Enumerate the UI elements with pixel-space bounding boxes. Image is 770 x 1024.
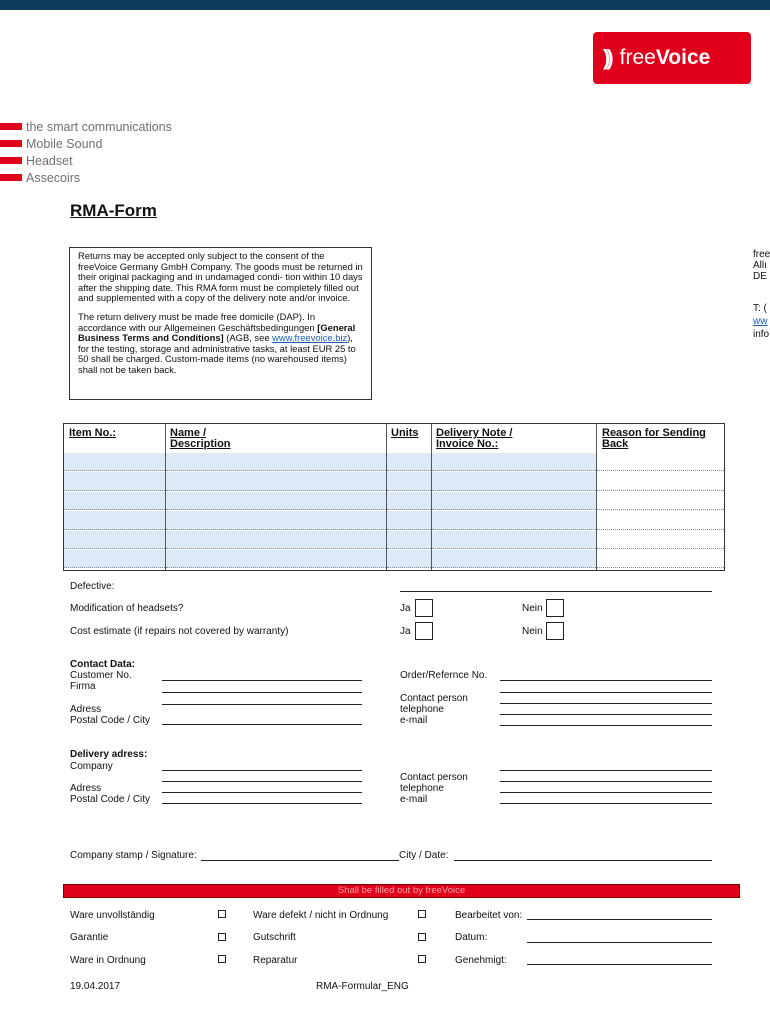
postal-code-label: Postal Code / City	[70, 715, 151, 726]
table-cell[interactable]	[166, 531, 386, 549]
table-cell[interactable]	[432, 453, 596, 471]
delivery-email-label: e-mail	[400, 794, 428, 805]
cost-nein-label: Nein	[522, 626, 543, 637]
email-label: e-mail	[400, 715, 428, 726]
freevoice-logo	[593, 32, 751, 84]
header-reason: Reason for Sending	[602, 427, 706, 439]
delivery-postal-input[interactable]	[162, 803, 362, 804]
telephone-input[interactable]	[500, 714, 712, 715]
delivery-adress-input[interactable]	[162, 792, 362, 793]
reparatur-checkbox[interactable]	[418, 955, 426, 963]
reparatur-label: Reparatur	[253, 955, 298, 966]
table-cell[interactable]	[166, 492, 386, 510]
table-cell[interactable]	[597, 492, 724, 510]
header-delivery-note: Delivery Note /	[436, 427, 513, 439]
signature-input[interactable]	[201, 860, 399, 861]
delivery-company-input[interactable]	[162, 770, 362, 771]
bearbeitet-von-input[interactable]	[527, 919, 712, 920]
phone-fragment: T: (	[753, 303, 767, 314]
datum-input[interactable]	[527, 942, 712, 943]
delivery-heading: Delivery adress:	[70, 749, 148, 760]
firma-label: Firma	[70, 681, 96, 692]
table-cell[interactable]	[387, 453, 431, 471]
modification-label: Modification of headsets?	[70, 603, 184, 614]
table-cell[interactable]	[64, 472, 165, 490]
freevoice-link[interactable]: www.freevoice.biz	[272, 332, 348, 344]
ware-in-ordnung-label: Ware in Ordnung	[70, 955, 146, 966]
cost-estimate-label: Cost estimate (if repairs not covered by warranty)	[70, 626, 289, 637]
modification-nein-label: Nein	[522, 603, 543, 614]
web-fragment[interactable]: ww	[753, 316, 768, 327]
red-bar-icon	[0, 157, 22, 164]
table-cell[interactable]	[166, 472, 386, 490]
table-cell[interactable]	[64, 511, 165, 529]
genehmigt-input[interactable]	[527, 964, 712, 965]
footer-date: 19.04.2017	[70, 981, 121, 992]
table-cell[interactable]	[166, 511, 386, 529]
contact-person-label: Contact person	[400, 693, 468, 704]
ware-defekt-label: Ware defekt / nicht in Ordnung	[253, 910, 389, 921]
bearbeitet-von-label: Bearbeitet von:	[455, 910, 523, 921]
tagline-3: Headset	[0, 153, 240, 168]
delivery-company-label: Company	[70, 761, 113, 772]
gutschrift-checkbox[interactable]	[418, 933, 426, 941]
contact-person-input[interactable]	[500, 703, 712, 704]
cost-ja-checkbox[interactable]	[415, 622, 433, 640]
delivery-postal-label: Postal Code / City	[70, 794, 151, 805]
items-table	[63, 423, 725, 571]
delivery-telephone-label: telephone	[400, 783, 444, 794]
customer-no-label: Customer No.	[70, 670, 132, 681]
ware-in-ordnung-checkbox[interactable]	[218, 955, 226, 963]
header-invoice-no: Invoice No.:	[436, 438, 499, 450]
email-fragment: info	[753, 329, 770, 340]
table-cell[interactable]	[597, 531, 724, 549]
contact-heading: Contact Data:	[70, 659, 136, 670]
table-cell[interactable]	[64, 492, 165, 510]
garantie-checkbox[interactable]	[218, 933, 226, 941]
header-units: Units	[391, 427, 419, 439]
table-cell[interactable]	[432, 511, 596, 529]
delivery-extra-input[interactable]	[500, 770, 712, 771]
email-input[interactable]	[500, 725, 712, 726]
adress-label: Adress	[70, 704, 102, 715]
cost-ja-label: Ja	[400, 626, 411, 637]
modification-ja-checkbox[interactable]	[415, 599, 433, 617]
sound-waves-icon: ))	[603, 45, 610, 70]
city-date-input[interactable]	[454, 860, 712, 861]
firma-input[interactable]	[162, 692, 362, 693]
delivery-contact-label: Contact person	[400, 772, 468, 783]
table-cell[interactable]	[387, 531, 431, 549]
modification-ja-label: Ja	[400, 603, 411, 614]
address-fragment-1: free	[753, 249, 770, 260]
table-cell[interactable]	[387, 492, 431, 510]
defective-label: Defective:	[70, 581, 115, 592]
ware-unvollstaendig-checkbox[interactable]	[218, 910, 226, 918]
table-cell[interactable]	[387, 550, 431, 568]
order-ref-input[interactable]	[500, 680, 712, 681]
table-cell[interactable]	[64, 550, 165, 568]
table-cell[interactable]	[432, 492, 596, 510]
delivery-telephone-input[interactable]	[500, 792, 712, 793]
cost-nein-checkbox[interactable]	[546, 622, 564, 640]
internal-use-banner: Shall be filled out by freeVoice	[63, 884, 740, 898]
tagline-1: the smart communications	[0, 119, 240, 134]
header-name: Name /	[170, 427, 207, 439]
table-cell[interactable]	[64, 453, 165, 471]
terms-notice	[69, 247, 372, 400]
delivery-email-input[interactable]	[500, 803, 712, 804]
top-bar	[0, 0, 770, 10]
postal-code-input[interactable]	[162, 724, 362, 725]
address-fragment-2: Allı	[753, 260, 767, 271]
address-fragment-3: DE	[753, 271, 767, 282]
red-bar-icon	[0, 140, 22, 147]
address-line-input[interactable]	[162, 704, 362, 705]
city-date-label: City / Date:	[399, 850, 449, 861]
gutschrift-label: Gutschrift	[253, 932, 296, 943]
ware-defekt-checkbox[interactable]	[418, 910, 426, 918]
table-cell[interactable]	[387, 472, 431, 490]
modification-nein-checkbox[interactable]	[546, 599, 564, 617]
header-description: Description	[170, 438, 231, 450]
garantie-label: Garantie	[70, 932, 109, 943]
datum-label: Datum:	[455, 932, 488, 943]
table-cell[interactable]	[166, 453, 386, 471]
table-cell[interactable]	[432, 550, 596, 568]
header-back: Back	[602, 438, 629, 450]
tagline-2: Mobile Sound	[0, 136, 240, 151]
delivery-adress-label: Adress	[70, 783, 102, 794]
red-bar-icon	[0, 123, 22, 130]
table-cell[interactable]	[597, 550, 724, 568]
order-ref-label: Order/Refernce No.	[400, 670, 488, 681]
footer-document-name: RMA-Formular_ENG	[316, 981, 409, 992]
customer-no-input[interactable]	[162, 680, 362, 681]
table-cell[interactable]	[432, 472, 596, 490]
table-cell[interactable]	[432, 531, 596, 549]
logo-wordmark: freeVoice	[619, 46, 711, 69]
notice-paragraph-2: The return delivery must be made free domicile (DAP). In accordance with our Allgemeinen Geschäftsbedingungen [General Business Terms and Conditions] (AGB, see www.freevoice.biz), for the testing, storage and administrative tasks, at least EUR 25 to 50 shall be charged. Custom-made items (no warehoused items) shall not be taken back.	[78, 310, 356, 375]
notice-paragraph-1: Returns may be accepted only subject to the consent of the freeVoice Germany GmbH Company. The goods must be returned in their original packaging and in undamaged condi- tion within 10 days after the shipping date. This RMA form must be completely filled out and supplemented with a copy of the delivery note and/or invoice.	[78, 250, 363, 304]
signature-label: Company stamp / Signature:	[70, 850, 197, 861]
table-cell[interactable]	[597, 472, 724, 490]
form-title: RMA-Form	[70, 201, 157, 220]
table-cell[interactable]	[387, 511, 431, 529]
table-cell[interactable]	[597, 453, 724, 471]
genehmigt-label: Genehmigt:	[455, 955, 507, 966]
ware-unvollstaendig-label: Ware unvollständig	[70, 910, 155, 921]
telephone-label: telephone	[400, 704, 444, 715]
delivery-contact-input[interactable]	[500, 781, 712, 782]
tagline-4: Assecoirs	[0, 170, 240, 185]
delivery-company-extra-input[interactable]	[162, 781, 362, 782]
contact-extra-input[interactable]	[500, 692, 712, 693]
table-cell[interactable]	[64, 531, 165, 549]
table-cell[interactable]	[166, 550, 386, 568]
defective-input[interactable]	[400, 591, 712, 592]
table-cell[interactable]	[597, 511, 724, 529]
red-bar-icon	[0, 174, 22, 181]
header-item-no: Item No.:	[69, 427, 117, 439]
